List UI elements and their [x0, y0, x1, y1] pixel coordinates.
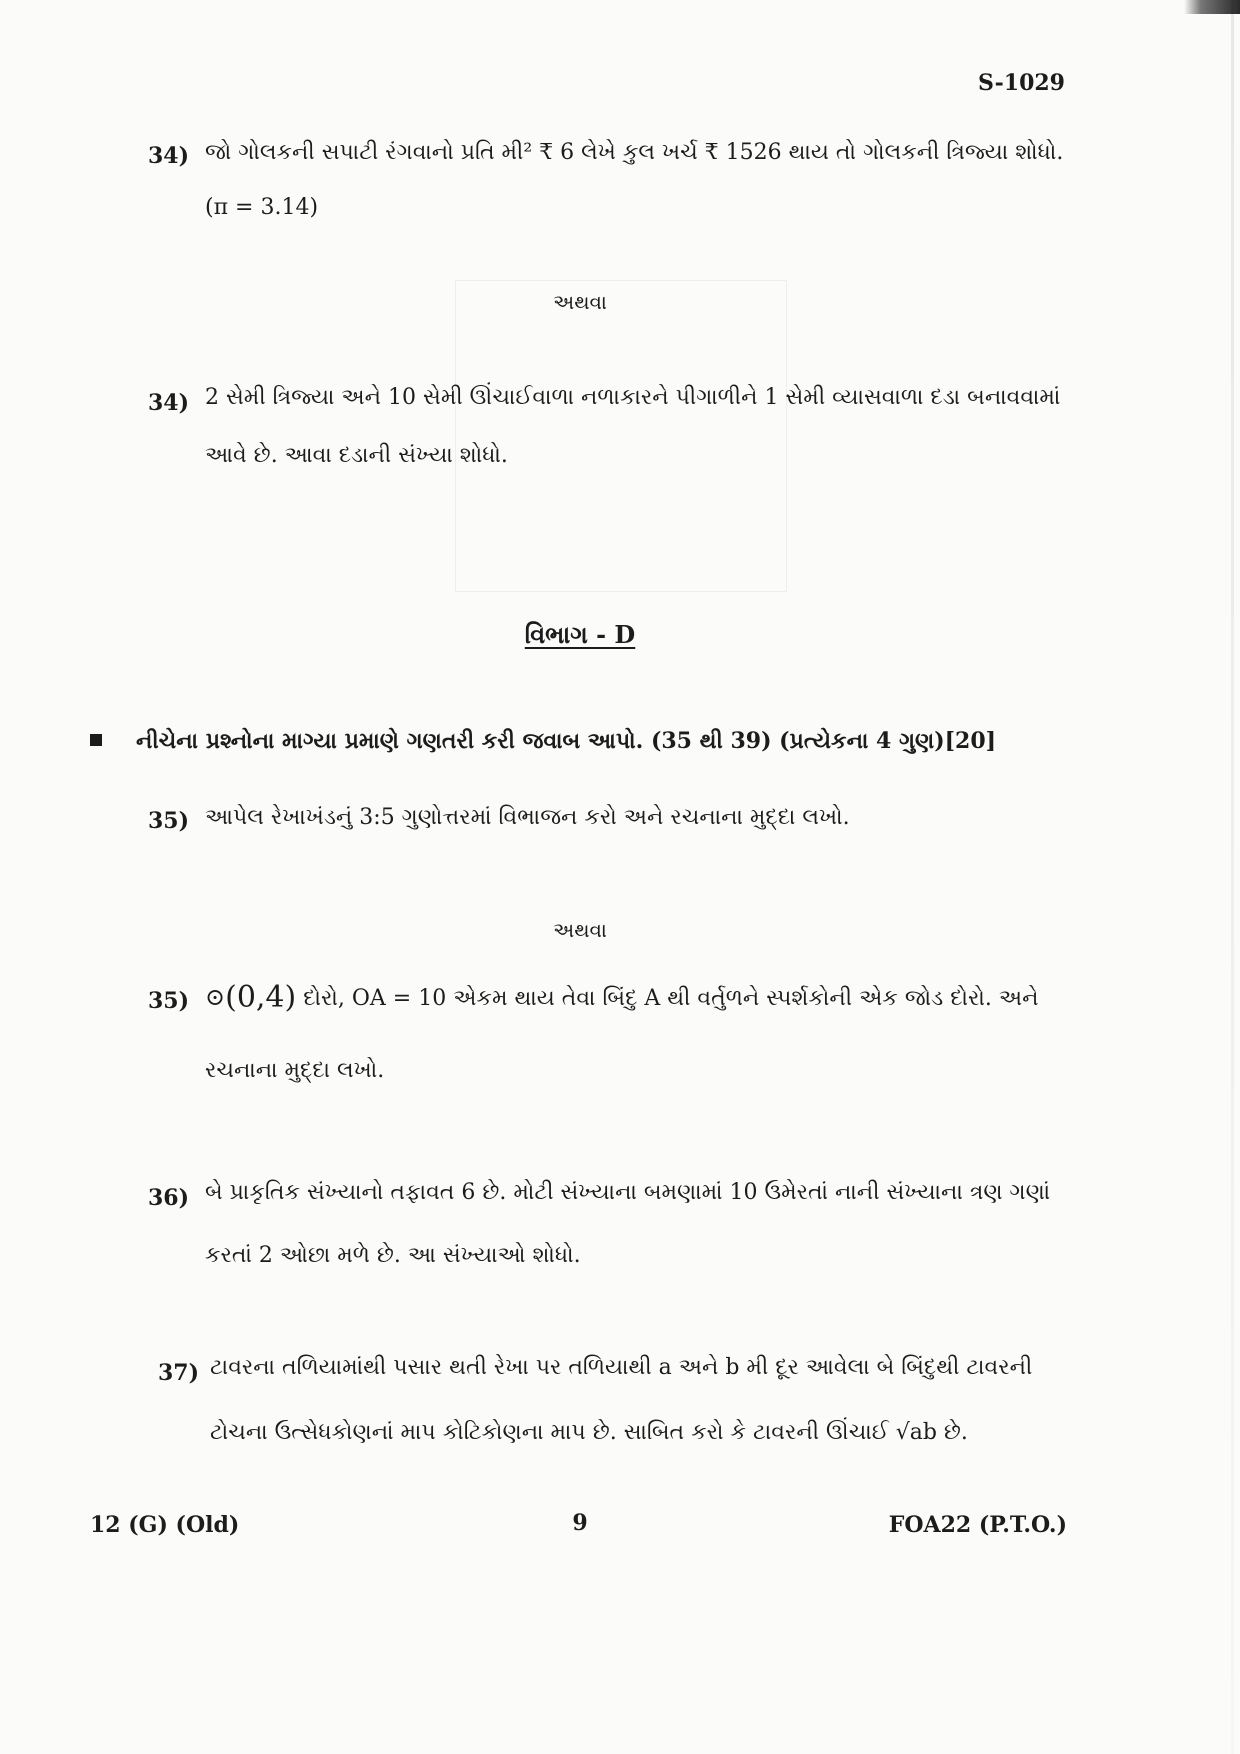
question-number: 36) — [148, 1185, 190, 1211]
question-text-line-2: રચનાના મુદ્દા લખો. — [205, 1058, 385, 1083]
square-bullet-icon — [90, 734, 102, 746]
question-number: 35) — [148, 808, 190, 834]
question-number: 34) — [148, 390, 190, 416]
page-number: 9 — [572, 1510, 588, 1536]
question-text-line-2: કરતાં 2 ઓછા મળે છે. આ સંખ્યાઓ શોધો. — [205, 1243, 581, 1268]
question-text-rest: દોરો, OA = 10 એકમ થાય તેવા બિંદુ A થી વર્તુળને સ્પર્શકોની એક જોડ દોરો. અને — [303, 986, 1039, 1011]
question-text-line-1: 2 સેમી ત્રિજ્યા અને 10 સેમી ઊંચાઈવાળા નળાકારને પીગાળીને 1 સેમી વ્યાસવાળા દડા બનાવવામાં — [205, 385, 1061, 410]
question-text-line-1: ટાવરના તળિયામાંથી પસાર થતી રેખા પર તળિયાથી a અને b મી દૂર આવેલા બે બિંદુથી ટાવરની — [210, 1355, 1033, 1380]
question-text-line-2: (π = 3.14) — [205, 195, 319, 220]
footer-subject-code: 12 (G) (Old) — [90, 1512, 240, 1538]
paper-code: S-1029 — [977, 70, 1065, 96]
or-divider: અથવા — [553, 290, 607, 314]
circle-coordinates: (0,4) — [225, 980, 297, 1015]
question-text-line-1: જો ગોલકની સપાટી રંગવાનો પ્રતિ મી² ₹ 6 લેખે કુલ ખર્ચ ₹ 1526 થાય તો ગોલકની ત્રિજ્યા શોધો. — [205, 140, 1064, 165]
paper-edge-shadow — [1231, 0, 1234, 1754]
section-title — [0, 620, 1160, 649]
question-text-line-1: બે પ્રાકૃતિક સંખ્યાનો તફાવત 6 છે. મોટી સંખ્યાના બમણામાં 10 ઉમેરતાં નાની સંખ્યાના ત્રણ ગણાં — [205, 1180, 1051, 1205]
instruction-text: નીચેના પ્રશ્નોના માગ્યા પ્રમાણે ગણતરી કરી જવાબ આપો. (35 થી 39) (પ્રત્યેકના 4 ગુણ)[20] — [136, 728, 997, 754]
section-title-text: વિભાગ - D — [524, 620, 636, 649]
question-text-line-2: ટોચના ઉત્સેધકોણનાં માપ કોટિકોણના માપ છે. સાબિત કરો કે ટાવરની ઊંચાઈ √ab છે. — [210, 1420, 968, 1445]
question-number: 37) — [158, 1360, 200, 1386]
question-number: 34) — [148, 143, 190, 169]
footer-paper-code: FOA22 (P.T.O.) — [888, 1512, 1067, 1538]
section-instruction — [90, 728, 1070, 754]
question-text-line-1: આપેલ રેખાખંડનું 3:5 ગુણોત્તરમાં વિભાજન કરો અને રચનાના મુદ્દા લખો. — [205, 805, 850, 830]
or-divider: અથવા — [553, 918, 607, 942]
question-number: 35) — [148, 988, 190, 1014]
question-text-line-2: આવે છે. આવા દડાની સંખ્યા શોધો. — [205, 443, 508, 468]
question-text-line-1 — [205, 980, 1038, 1015]
show-through-figure — [455, 280, 787, 592]
circle-symbol: ⊙ — [205, 983, 226, 1011]
